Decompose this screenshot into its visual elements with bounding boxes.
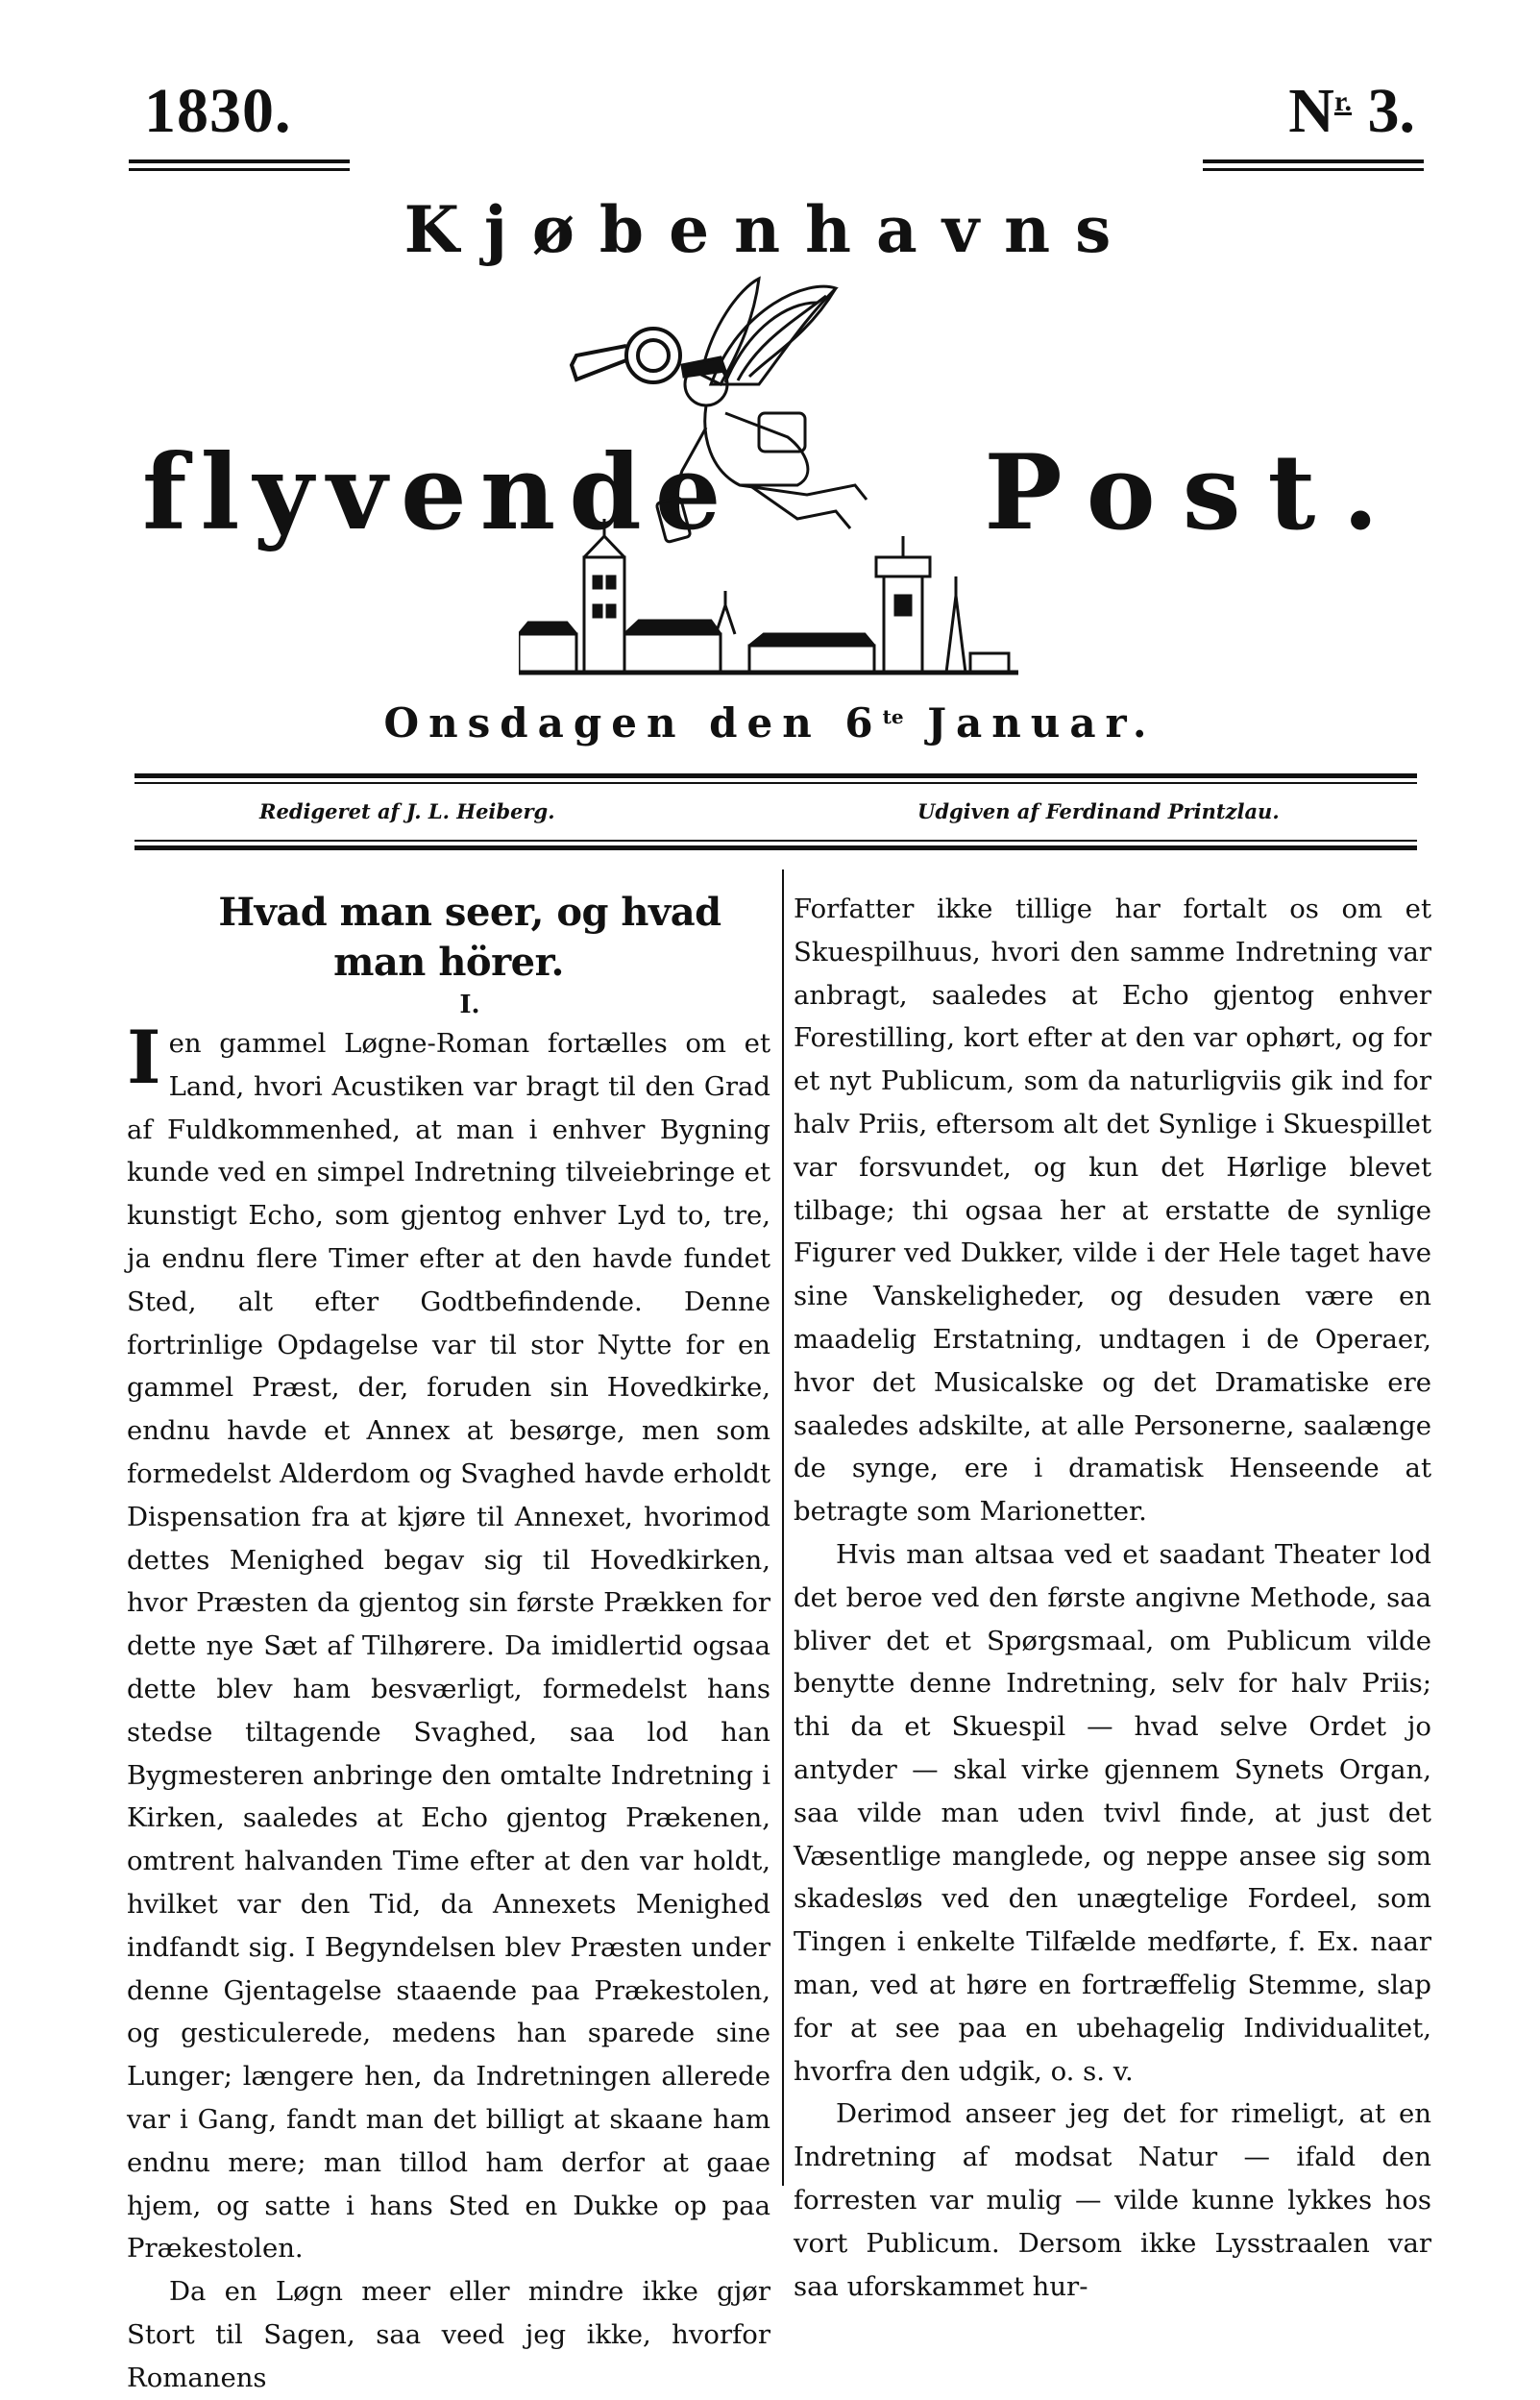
- postman-figure-icon: [656, 357, 867, 543]
- right-column: [794, 888, 1431, 2308]
- dateline: [0, 699, 1540, 747]
- date-sup: te: [882, 705, 904, 728]
- left-paragraph-2: Da en Løgn meer eller mindre ikke gjør Stort til Sagen, saa veed jeg ikke, hvorfor Romanens: [127, 2276, 770, 2393]
- right-paragraph-3: Derimod anseer jeg det for rimeligt, at en Indretning af modsat Natur — ifald den forresten var mulig — vilde kunne lykkes hos vort Publicum. Dersom ikke Lysstraalen var saa uforskammet hur-: [794, 2098, 1431, 2302]
- right-paragraph-1: Forfatter ikke tillige har fortalt os om et Skuespilhuus, hvori den samme Indretning var anbragt, saaledes at Echo gjentog enhver Forestilling, kort efter at den var ophørt, og for et nyt Publicum, som da naturligviis gik ind for halv Priis, eftersom alt det Synlige i Skuespillet var forsvundet, og kun det Hørlige blevet tilbage; thi ogsaa her at erstatte de synlige Figurer ved Dukker, vilde i der Hele taget have sine Vanskeligheder, og desuden være en maadelig Erstatning, undtagen i de Operaer, hvor det Musicalske og det Dramatiske ere saaledes adskilte, at alle Personerne, saalænge de synge, ere i dramatisk Henseende at betragte som Marionetter.: [794, 894, 1431, 1528]
- bottom-rule-thin: [134, 840, 1417, 842]
- year-underline: [129, 159, 350, 163]
- newspaper-title-right: Post.: [984, 432, 1406, 553]
- article-title: Hvad man seer, og hvad man hörer.: [218, 890, 721, 985]
- publisher-credit: Udgiven af Ferdinand Printzlau.: [917, 799, 1280, 823]
- flying-postman-illustration: [519, 269, 1018, 692]
- city-skyline-icon: [519, 519, 1018, 673]
- column-divider: [782, 869, 784, 2186]
- newspaper-title-left: flyvende: [142, 432, 735, 553]
- editor-credit: Redigeret af J. L. Heiberg.: [259, 799, 555, 823]
- article-numeral: I.: [459, 991, 480, 1019]
- right-paragraph-2: Hvis man altsaa ved et saadant Theater lod det beroe ved den første angivne Methode, saa bliver det et Spørgsmaal, om Publicum vilde benytte denne Indretning, selv for halv Priis; thi da et Skuespil — hvad selve Ordet jo antyder — skal virke gjennem Synets Organ, saa vilde man uden tvivl finde, at just det Væsentlige manglede, og neppe ansee sig som skadesløs ved den unægtelige Fordeel, som Tingen i enkelte Tilfælde medførte, f. Ex. naar man, ved at høre en fortræffelig Stemme, slap for at see paa en ubehagelig Individualitet, hvorfra den udgik, o. s. v.: [794, 1538, 1431, 2087]
- issue-sup: r.: [1333, 86, 1352, 117]
- bottom-rule-thick: [134, 845, 1417, 850]
- top-rule-thin: [134, 782, 1417, 784]
- left-column: [127, 888, 770, 2400]
- drop-cap: I: [127, 1015, 161, 1100]
- year: 1830.: [144, 76, 292, 146]
- date-month: Januar.: [927, 699, 1157, 747]
- issue-underline: [1203, 159, 1424, 163]
- top-rule-thick: [134, 773, 1417, 778]
- newspaper-title-line1: Kjøbenhavns: [403, 192, 1137, 267]
- left-paragraph-1-text: en gammel Løgne-Roman fortælles om et Land, hvori Acustiken var bragt til den Grad af Fuldkommenhed, at man i enhver Bygning kunde ved en simpel Indretning tilveiebringe et kunstigt Echo, som gjentog enhver Lyd to, tre, ja endnu flere Timer efter at den havde fundet Sted, alt efter Godtbefindende. Denne fortrinlige Opdagelse var til stor Nytte for en gammel Præst, der, foruden sin Hovedkirke, endnu havde et Annex at besørge, men som formedelst Alderdom og Svaghed havde erholdt Dispensation fra at kjøre til Annexet, hvorimod dettes Menighed begav sig til Hovedkirken, hvor Præsten da gjentog sin første Prækken for dette nye Sæt af Tilhørere. Da imidlertid ogsaa dette blev ham besværligt, formedelst hans stedse tiltagende Svaghed, saa lod han Bygmesteren anbringe den omtalte Indretning i Kirken, saaledes at Echo gjentog Prækenen, omtrent halvanden Time efter at den var holdt, hvilket var den Tid, da Annexets Menighed indfandt sig. I Begyndelsen blev Præsten under denne Gjentagelse staaende paa Prækestolen, og gesticulerede, medens han sparede sine Lunger; længere hen, da Indretningen allerede var i Gang, fandt man det billigt at skaane ham endnu mere; man tillod ham derfor at gaae hjem, og satte i hans Sted en Dukke op paa Prækestolen.: [127, 1028, 770, 2265]
- post-horn-icon: [572, 329, 680, 382]
- issue-prefix: N: [1288, 76, 1334, 146]
- left-paragraph-1: [127, 1015, 770, 2270]
- issue-value: 3.: [1367, 76, 1415, 146]
- issue-number: [1288, 75, 1415, 148]
- date-main: Onsdagen den 6: [383, 699, 883, 747]
